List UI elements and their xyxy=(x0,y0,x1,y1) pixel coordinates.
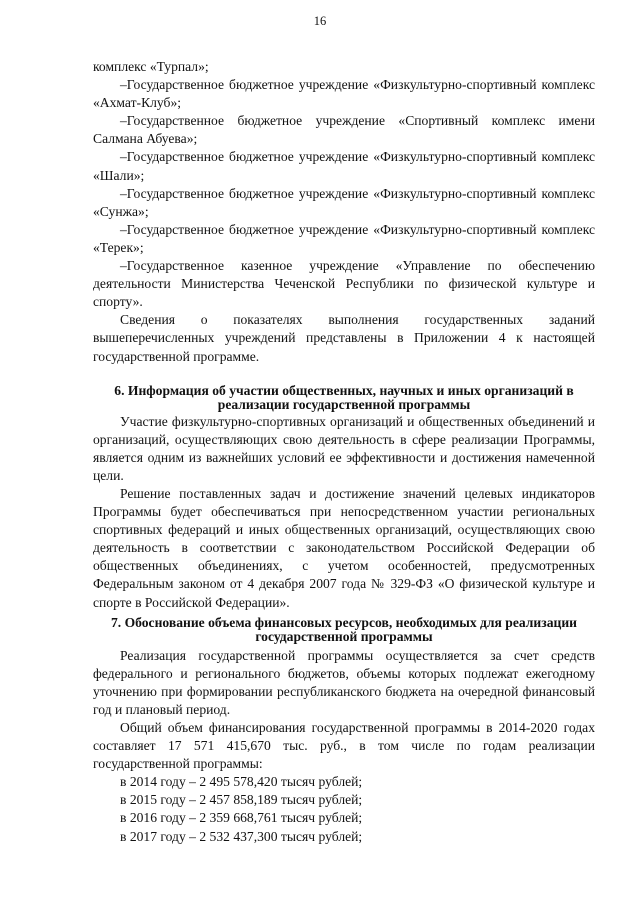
section-7-heading: 7. Обоснование объема финансовых ресурсов, необходимых для реализации государственной программы xyxy=(110,614,578,645)
funding-year-item: в 2016 году – 2 359 668,761 тысяч рублей; xyxy=(120,810,363,826)
funding-year-item: в 2015 году – 2 457 858,189 тысяч рублей; xyxy=(120,792,363,808)
paragraph: Общий объем финансирования государственной программы в 2014-2020 годах составляет 17 571 415,670 тыс. руб., в том числе по годам реализации государственной программы: xyxy=(93,720,595,772)
list-item: –Государственное бюджетное учреждение «Спортивный комплекс имени Салмана Абуева»; xyxy=(93,113,595,147)
document-body xyxy=(93,58,595,846)
paragraph: Участие физкультурно-спортивных организаций и общественных объединений и организаций, осуществляющих свою деятельность в сфере реализации Программы, является одним из важнейших условий ее эффективности и достижения намеченной цели. xyxy=(93,413,595,483)
paragraph: Решение поставленных задач и достижение значений целевых индикаторов Программы будет обеспечиваться при непосредственном участии региональных спортивных федераций и иных общественных организаций, осуществляющих свою деятельность в соответствии с законодательством Российской Федерации об общественных объединениях, с учетом особенностей, предусмотренных Федеральным законом от 4 декабря 2007 года № 329-ФЗ «О физической культуре и спорте в Российской Федерации». xyxy=(93,485,595,610)
paragraph: комплекс «Турпал»; xyxy=(93,59,209,74)
list-item: –Государственное казенное учреждение «Управление по обеспечению деятельности Министерства Чеченской Республики по физической культуре и спорту». xyxy=(93,258,595,310)
list-item: –Государственное бюджетное учреждение «Физкультурно-спортивный комплекс «Ахмат-Клуб»; xyxy=(93,77,595,111)
page-number: 16 xyxy=(313,14,327,28)
list-item: –Государственное бюджетное учреждение «Физкультурно-спортивный комплекс «Сунжа»; xyxy=(93,185,595,219)
section-6-heading: 6. Информация об участии общественных, научных и иных организаций в реализации государственной программы xyxy=(114,382,574,413)
paragraph: Реализация государственной программы осуществляется за счет средств федерального и регионального бюджетов, объемы которых подлежат ежегодному уточнению при формировании республиканского бюджета на очередной финансовый год и плановый период. xyxy=(93,647,595,717)
funding-year-item: в 2017 году – 2 532 437,300 тысяч рублей; xyxy=(120,828,363,844)
list-item: –Государственное бюджетное учреждение «Физкультурно-спортивный комплекс «Терек»; xyxy=(93,221,595,255)
paragraph: Сведения о показателях выполнения государственных заданий вышеперечисленных учреждений представлены в Приложении 4 к настоящей государственной программе. xyxy=(93,312,595,364)
list-item: –Государственное бюджетное учреждение «Физкультурно-спортивный комплекс «Шали»; xyxy=(93,149,595,183)
funding-year-item: в 2014 году – 2 495 578,420 тысяч рублей; xyxy=(120,774,363,790)
